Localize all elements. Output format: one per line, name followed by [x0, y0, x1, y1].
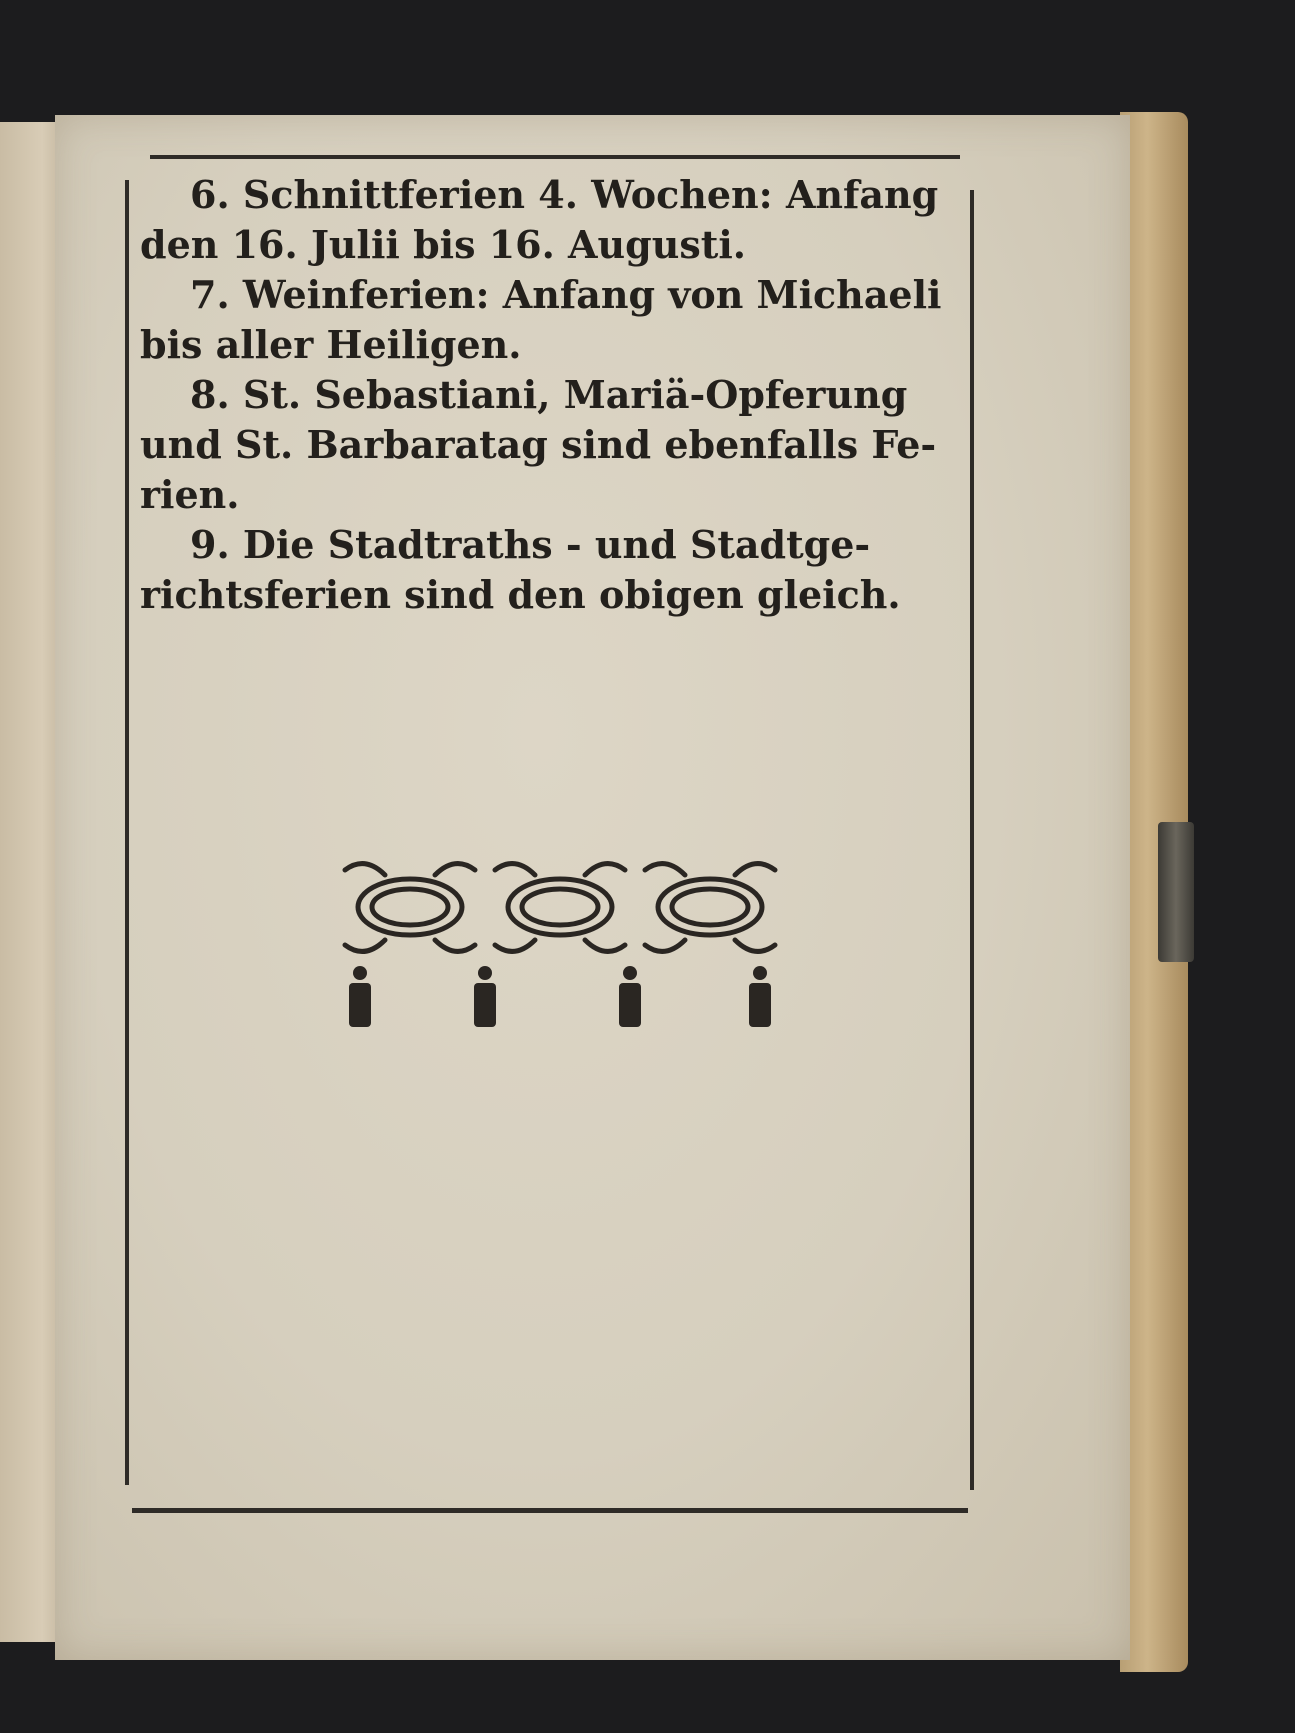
tassel-2 — [474, 966, 496, 1027]
text-line: den 16. Julii bis 16. Augusti. — [140, 222, 746, 267]
text-line: 9. Die Stadtraths - und Stadtge- — [190, 522, 871, 567]
paragraph-9 — [140, 520, 970, 620]
right-border-line — [970, 190, 974, 1490]
cartouche-ornament-3 — [645, 864, 775, 952]
cartouche-ornament-1 — [345, 864, 475, 952]
tassel-3 — [619, 966, 641, 1027]
paragraph-7 — [140, 270, 970, 370]
text-line: und St. Barbaratag sind ebenfalls Fe- — [140, 422, 937, 467]
paragraph-8 — [140, 370, 970, 520]
text-line: 6. Schnittferien 4. Wochen: Anfang — [190, 172, 939, 217]
page-text — [140, 170, 970, 620]
text-line: richtsferien sind den obigen gleich. — [140, 572, 901, 617]
top-rule — [150, 155, 960, 159]
paragraph-6 — [140, 170, 970, 270]
scroll-cartouche-with-tassels-ornament — [335, 855, 785, 1035]
book-clasp — [1158, 822, 1194, 962]
left-border-line — [125, 180, 129, 1485]
text-line: bis aller Heiligen. — [140, 322, 522, 367]
text-line: 7. Weinferien: Anfang von Michaeli — [190, 272, 942, 317]
cartouche-ornament-2 — [495, 864, 625, 952]
tassel-4 — [749, 966, 771, 1027]
text-line: rien. — [140, 472, 240, 517]
text-line: 8. St. Sebastiani, Mariä-Opferung — [190, 372, 908, 417]
bottom-rule — [132, 1508, 968, 1513]
tassel-1 — [349, 966, 371, 1027]
